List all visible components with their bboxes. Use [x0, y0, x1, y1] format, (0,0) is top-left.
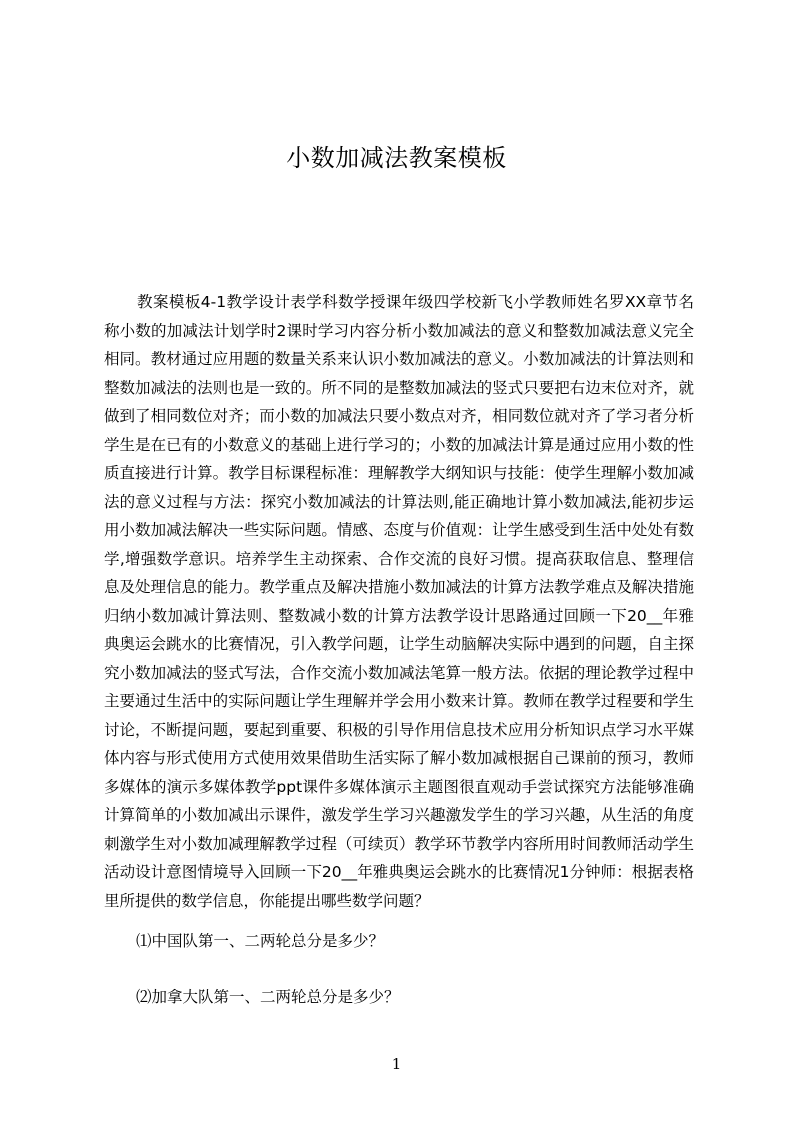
document-title: 小数加减法教案模板: [286, 144, 507, 172]
question-1: ⑴中国队第一、二两轮总分是多少？: [136, 932, 385, 950]
question-2: ⑵加拿大队第一、二两轮总分是多少？: [136, 988, 400, 1006]
body-paragraph: 教案模板4-1教学设计表学科数学授课年级四学校新飞小学教师姓名罗XX章节名称小数的加减法计划学时2课时学习内容分析小数加减法的意义和整数加减法意义完全相同。教材通过应用题的数量关系来认识小数加减法的意义。小数加减法的计算法则和整数加减法的法则也是一致的。所不同的是整数加减法的竖式只要把右边末位对齐，就做到了相同数位对齐；而小数的加减法只要小数点对齐，相同数位就对齐了学习者分析学生是在已有的小数意义的基础上进行学习的；小数的加减法计算是通过应用小数的性质直接进行计算。教学目标课程标准：理解教学大纲知识与技能：使学生理解小数加减法的意义过程与方法：探究小数加减法的计算法则,能正确地计算小数加减法,能初步运用小数加减法解决一些实际问题。情感、态度与价值观：让学生感受到生活中处处有数学,增强数学意识。培养学生主动探索、合作交流的良好习惯。提高获取信息、整理信息及处理信息的能力。教学重点及解决措施小数加减法的计算方法教学难点及解决措施归纳小数加减计算法则、整数减小数的计算方法教学设计思路通过回顾一下20__年雅典奥运会跳水的比赛情况，引入教学问题，让学生动脑解决实际中遇到的问题，自主探究小数加减法的竖式写法，合作交流小数加减法笔算一般方法。依据的理论教学过程中主要通过生活中的实际问题让学生理解并学会用小数来计算。教师在教学过程要和学生讨论，不断提问题，要起到重要、积极的引导作用信息技术应用分析知识点学习水平媒体内容与形式使用方式使用效果借助生活实际了解小数加减根据自己课前的预习，教师多媒体的演示多媒体教学ppt课件多媒体演示主题图很直观动手尝试探究方法能够准确计算简单的小数加减出示课件，激发学生学习兴趣激发学生的学习兴趣，从生活的角度刺激学生对小数加减理解教学过程（可续页）教学环节教学内容所用时间教师活动学生活动设计意图情境导入回顾一下20__年雅典奥运会跳水的比赛情况1分钟师：根据表格里所提供的数学信息，你能提出哪些数学问题？: [104, 293, 694, 910]
page-number: 1: [391, 1055, 402, 1073]
